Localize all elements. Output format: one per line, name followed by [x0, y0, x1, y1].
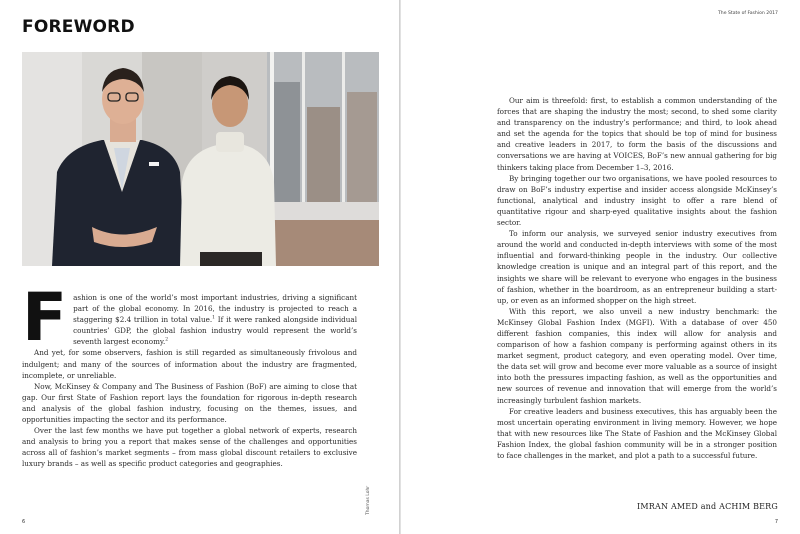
- right-column-text: [497, 95, 777, 461]
- page-number-left: 6: [22, 519, 26, 525]
- opening-paragraph: [22, 279, 357, 356]
- running-head: The State of Fashion 2017: [717, 11, 778, 16]
- photo-credit: Thomas Lohr: [366, 485, 371, 515]
- left-column-text: [22, 279, 357, 470]
- page-number-right: 7: [774, 519, 778, 525]
- paragraph-text: If it were ranked alongside individual countries’ GDP, the global fashion industry would represent the world’s seventh largest economy.: [73, 315, 357, 347]
- paragraph: To inform our analysis, we surveyed senior industry executives from around the world and conducted in-depth interviews with some of the most influential and forward-thinking people in the industry. Our collective knowledge creation is unique and an integral part of this report, and the insights we share will be relevant to everyone who engages in the business of fashion, whether in the boardroom, as an entrepreneur building a start-up, or even as an informed shopper on the high street.: [497, 229, 777, 305]
- paragraph: And yet, for some observers, fashion is still regarded as simultaneously frivolous and indulgent; and many of the sources of information about the industry are fragmented, incomplete, or unreliable.: [22, 348, 357, 380]
- footnote-ref: 1: [212, 315, 216, 321]
- paragraph: Our aim is threefold: first, to establish a common understanding of the forces that are shaping the industry the most; second, to shed some clarity and transparency on the industry’s performance; and third, to look ahead and set the agenda for the topics that should be top of mind for business and creative leaders in 2017, to form the basis of the discussions and conversations we are having at VOICES, BoF’s new annual gathering for big thinkers taking place from December 1–3, 2016.: [497, 96, 777, 172]
- paragraph: For creative leaders and business executives, this has arguably been the most uncertain operating environment in living memory. However, we hope that with new resources like The State of Fashion and the McKinsey Global Fashion Index, the global fashion community will be in a stronger position to face challenges in the market, and plot a path to a successful future.: [497, 406, 777, 460]
- footnote-ref: 2: [165, 337, 169, 343]
- page-heading: FOREWORD: [22, 17, 135, 37]
- authors-photo: [22, 52, 379, 266]
- drop-cap: F: [22, 279, 68, 356]
- author-signature: IMRAN AMED and ACHIM BERG: [637, 502, 778, 511]
- paragraph: Now, McKinsey & Company and The Business of Fashion (BoF) are aiming to close that gap. Our first State of Fashion report lays the foundation for rigorous in-depth research and analysis of the global fashion industry, focusing on the themes, issues, and opportunities impacting the sector and its performance.: [22, 381, 357, 425]
- paragraph: With this report, we also unveil a new industry benchmark: the McKinsey Global Fashion Index (MGFI). With a database of over 450 different fashion companies, this index will allow for analysis and comparison of how a fashion company is performing against others in its market segment, product category, and even operating model. Over time, the data set will grow and become ever more valuable as a source of insight into both the pressures impacting fashion, as well as the opportunities and new sources of revenue and innovation that will emerge from the world’s increasingly turbulent fashion markets.: [497, 306, 777, 405]
- right-page: [401, 0, 800, 534]
- paragraph: Over the last few months we have put together a global network of experts, research and analysis to bring you a report that makes sense of the challenges and opportunities across all of fashion’s market segments – from mass global discount retailers to exclusive luxury brands – as well as specific product categories and geographies.: [22, 426, 357, 469]
- paragraph-text: ashion is one of the world’s most important industries, driving a significant part of the global economy. In 2016, the industry is projected to reach a staggering $2.4 trillion in total value.: [73, 293, 357, 325]
- authors-photo-image: [22, 52, 379, 266]
- paragraph: By bringing together our two organisations, we have pooled resources to draw on BoF’s industry expertise and insider access alongside McKinsey’s functional, analytical and industry insight to offer a rare blend of quantitative rigour and sharp-eyed qualitative insights about the fashion sector.: [497, 173, 777, 228]
